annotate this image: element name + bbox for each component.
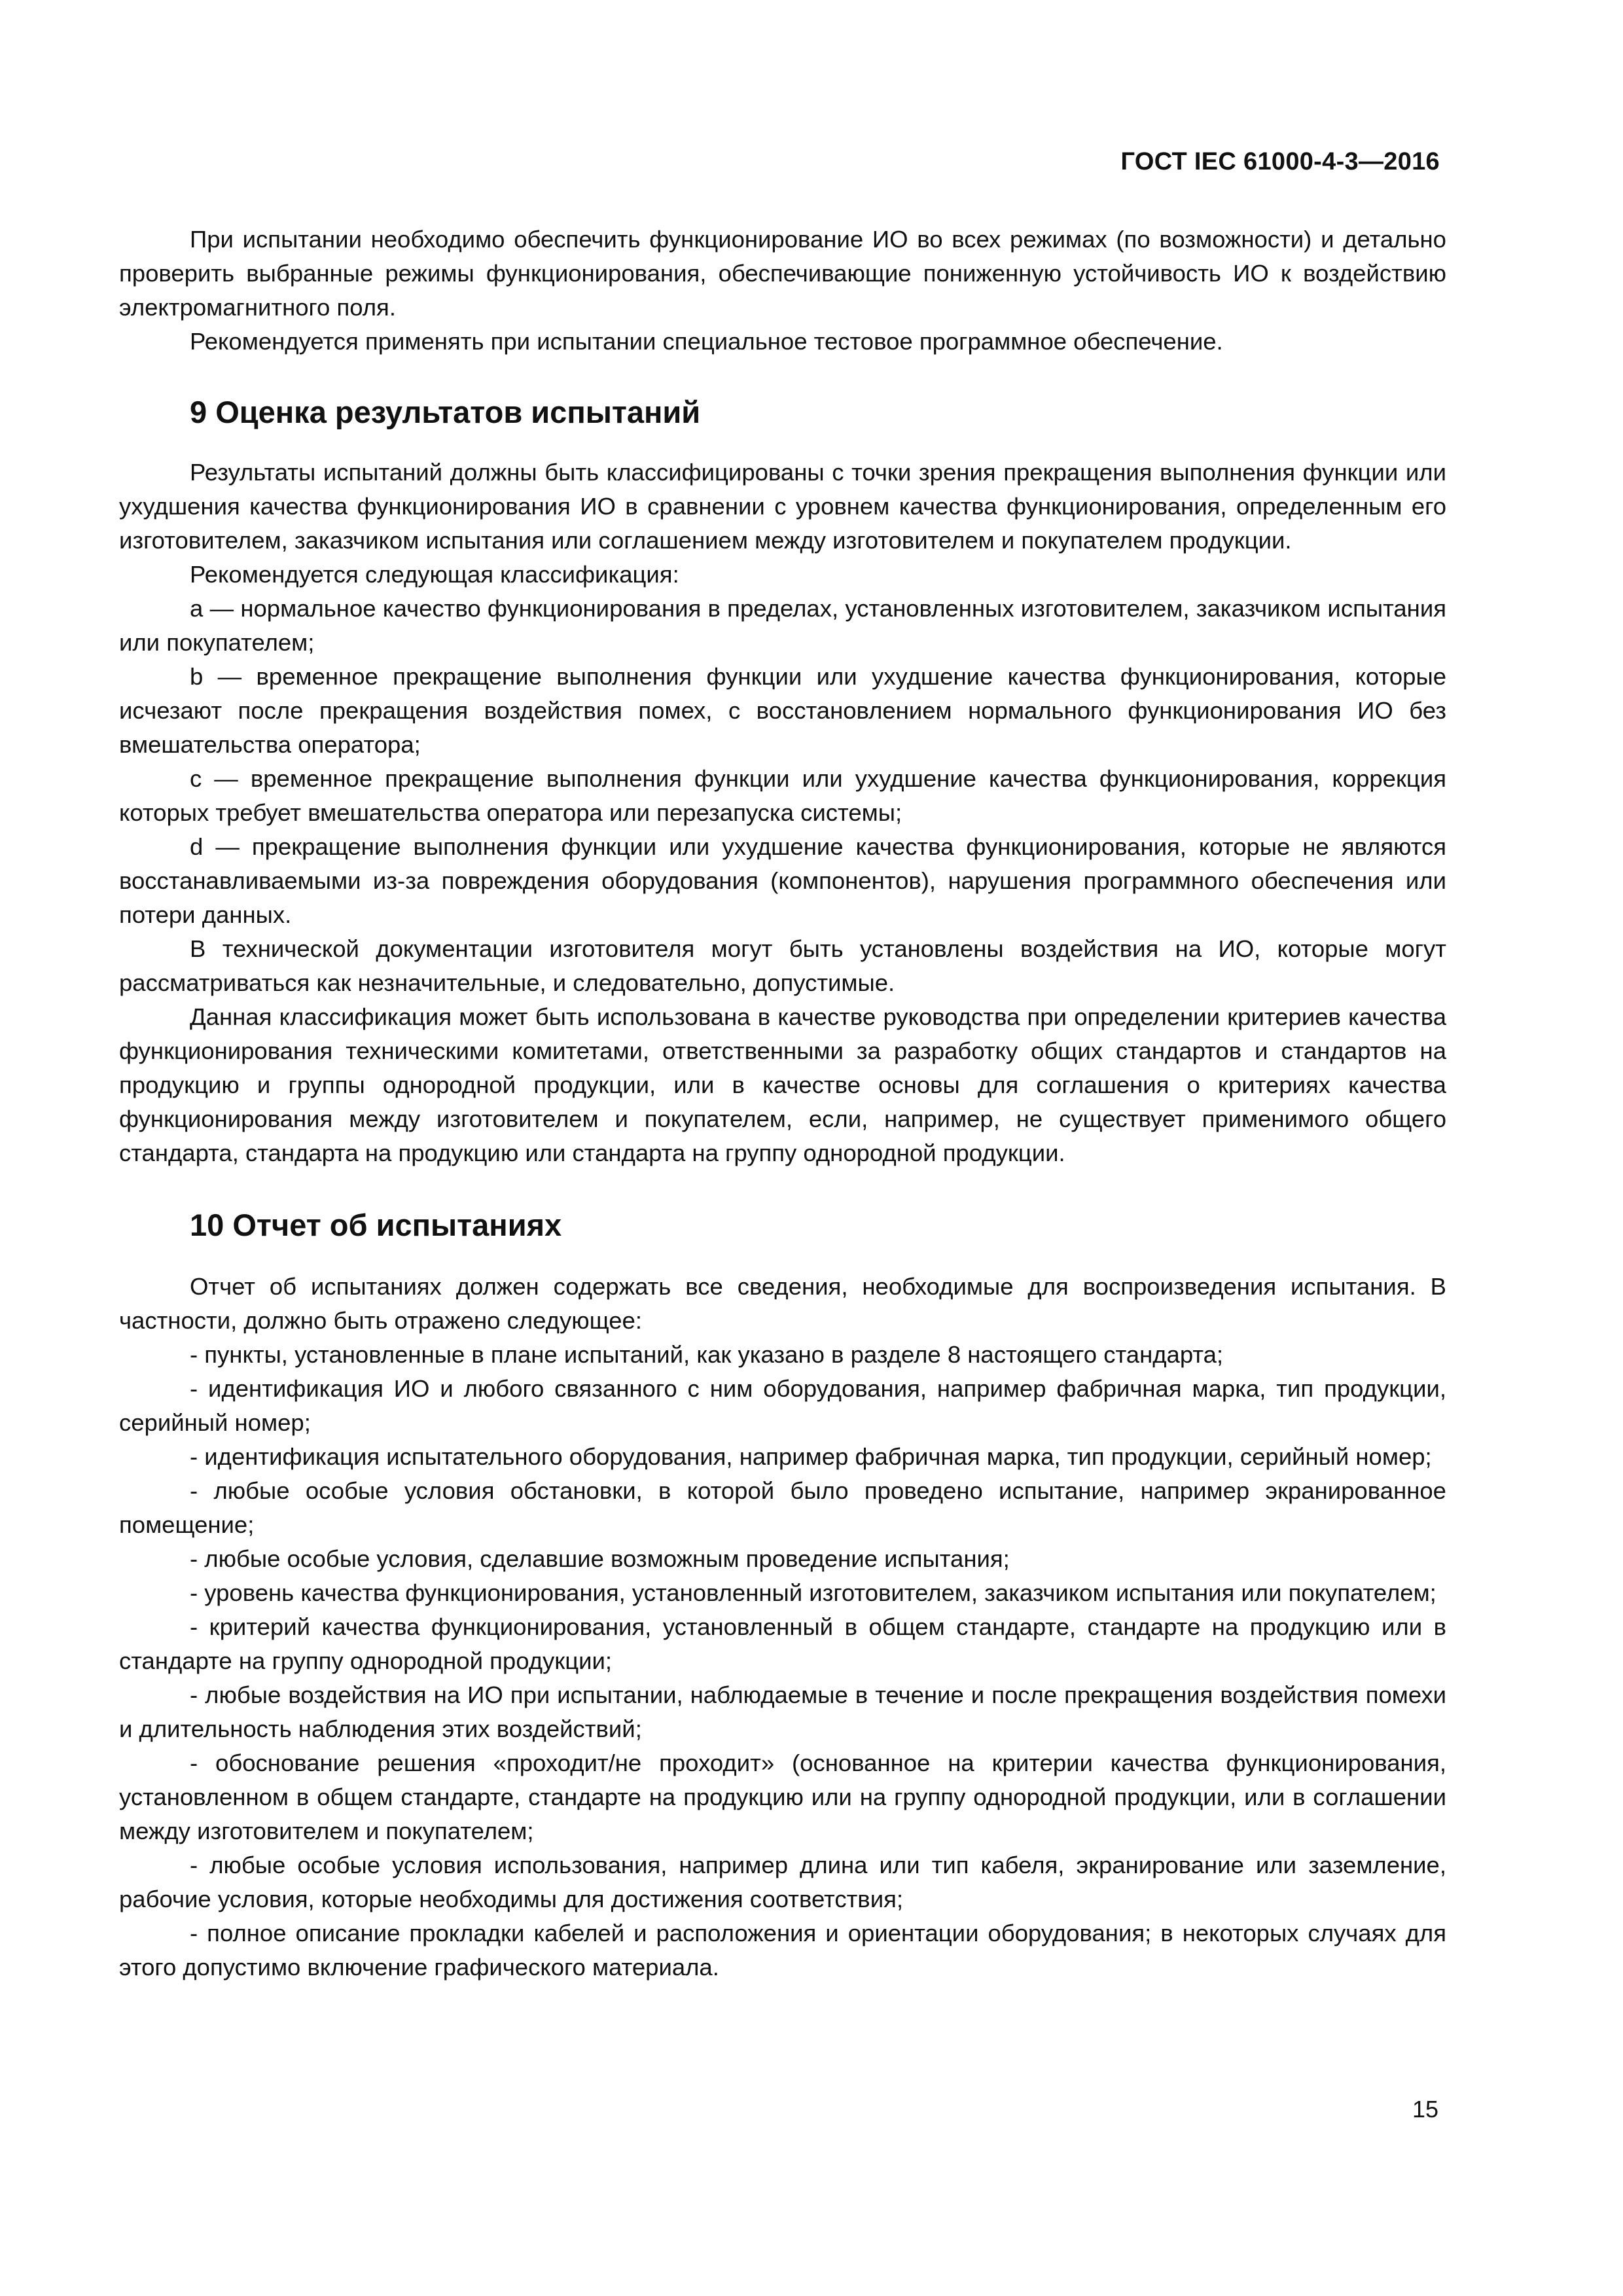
report-list-item: - идентификация ИО и любого связанного с ним оборудования, например фабричная марка, тип продукции, серийный номер; bbox=[119, 1375, 1446, 1436]
page-number: 15 bbox=[1412, 2096, 1438, 2123]
classification-item-b: b — временное прекращение выполнения функции или ухудшение качества функционирования, которые исчезают после прекращения воздействия помех, с восстановлением нормального функционирования ИО без вмешательства оператора; bbox=[119, 663, 1446, 758]
section-9-paragraph: Рекомендуется следующая классификация: bbox=[190, 561, 679, 588]
report-list-item: - уровень качества функционирования, установленный изготовителем, заказчиком испытания или покупателем; bbox=[190, 1579, 1436, 1606]
section-9-paragraph: В технической документации изготовителя могут быть установлены воздействия на ИО, которые могут рассматриваться как незначительные, и следовательно, допустимые. bbox=[119, 935, 1446, 996]
report-list-item: - любые особые условия использования, например длина или тип кабеля, экранирование или заземление, рабочие условия, которые необходимы для достижения соответствия; bbox=[119, 1852, 1446, 1912]
report-list-item: - полное описание прокладки кабелей и расположения и ориентации оборудования; в некоторых случаях для этого допустимо включение графического материала. bbox=[119, 1920, 1446, 1981]
report-list-item: - любые особые условия, сделавшие возможным проведение испытания; bbox=[190, 1545, 1010, 1572]
report-list-item: - идентификация испытательного оборудования, например фабричная марка, тип продукции, серийный номер; bbox=[190, 1443, 1432, 1470]
classification-item-c: с — временное прекращение выполнения функции или ухудшение качества функционирования, коррекция которых требует вмешательства оператора или перезапуска системы; bbox=[119, 765, 1446, 826]
report-list-item: - любые воздействия на ИО при испытании, наблюдаемые в течение и после прекращения воздействия помехи и длительность наблюдения этих воздействий; bbox=[119, 1681, 1446, 1742]
section-9-title: 9 Оценка результатов испытаний bbox=[190, 395, 701, 429]
report-list-item: - критерий качества функционирования, установленный в общем стандарте, стандарте на продукцию или в стандарте на группу однородной продукции; bbox=[119, 1613, 1446, 1674]
report-list-item: - любые особые условия обстановки, в которой было проведено испытание, например экранированное помещение; bbox=[119, 1477, 1446, 1538]
report-list-item: - пункты, установленные в плане испытаний, как указано в разделе 8 настоящего стандарта; bbox=[190, 1341, 1224, 1368]
section-10-paragraph: Отчет об испытаниях должен содержать все сведения, необходимые для воспроизведения испытания. В частности, должно быть отражено следующее: bbox=[119, 1273, 1446, 1334]
report-list-item: - обоснование решения «проходит/не проходит» (основанное на критерии качества функционирования, установленном в общем стандарте, стандарте на продукцию или на группу однородной продукции, или в соглашении между изготовителем и покупателем; bbox=[119, 1749, 1446, 1844]
section-9-paragraph: Результаты испытаний должны быть классифицированы с точки зрения прекращения выполнения функции или ухудшения качества функционирования ИО в сравнении с уровнем качества функционирования, определенным его изготовителем, заказчиком испытания или соглашением между изготовителем и покупателем продукции. bbox=[119, 459, 1446, 554]
classification-item-d: d — прекращение выполнения функции или ухудшение качества функционирования, которые не являются восстанавливаемыми из-за повреждения оборудования (компонентов), нарушения программного обеспечения или потери данных. bbox=[119, 833, 1446, 928]
classification-item-a: а — нормальное качество функционирования в пределах, установленных изготовителем, заказчиком испытания или покупателем; bbox=[119, 595, 1446, 656]
section-10-title: 10 Отчет об испытаниях bbox=[190, 1208, 562, 1242]
page-body bbox=[119, 223, 1446, 1984]
intro-paragraph: Рекомендуется применять при испытании специальное тестовое программное обеспечение. bbox=[190, 328, 1223, 355]
intro-paragraph: При испытании необходимо обеспечить функционирование ИО во всех режимах (по возможности) и детально проверить выбранные режимы функционирования, обеспечивающие пониженную устойчивость ИО к воздействию электромагнитного поля. bbox=[119, 226, 1446, 321]
document-code-header: ГОСТ IEC 61000-4-3—2016 bbox=[1120, 148, 1440, 175]
section-9-paragraph: Данная классификация может быть использована в качестве руководства при определении критериев качества функционирования техническими комитетами, ответственными за разработку общих стандартов и стандартов на продукцию и группы однородной продукции, или в качестве основы для соглашения о критериях качества функционирования между изготовителем и покупателем, если, например, не существует применимого общего стандарта, стандарта на продукцию или стандарта на группу однородной продукции. bbox=[119, 1003, 1446, 1166]
